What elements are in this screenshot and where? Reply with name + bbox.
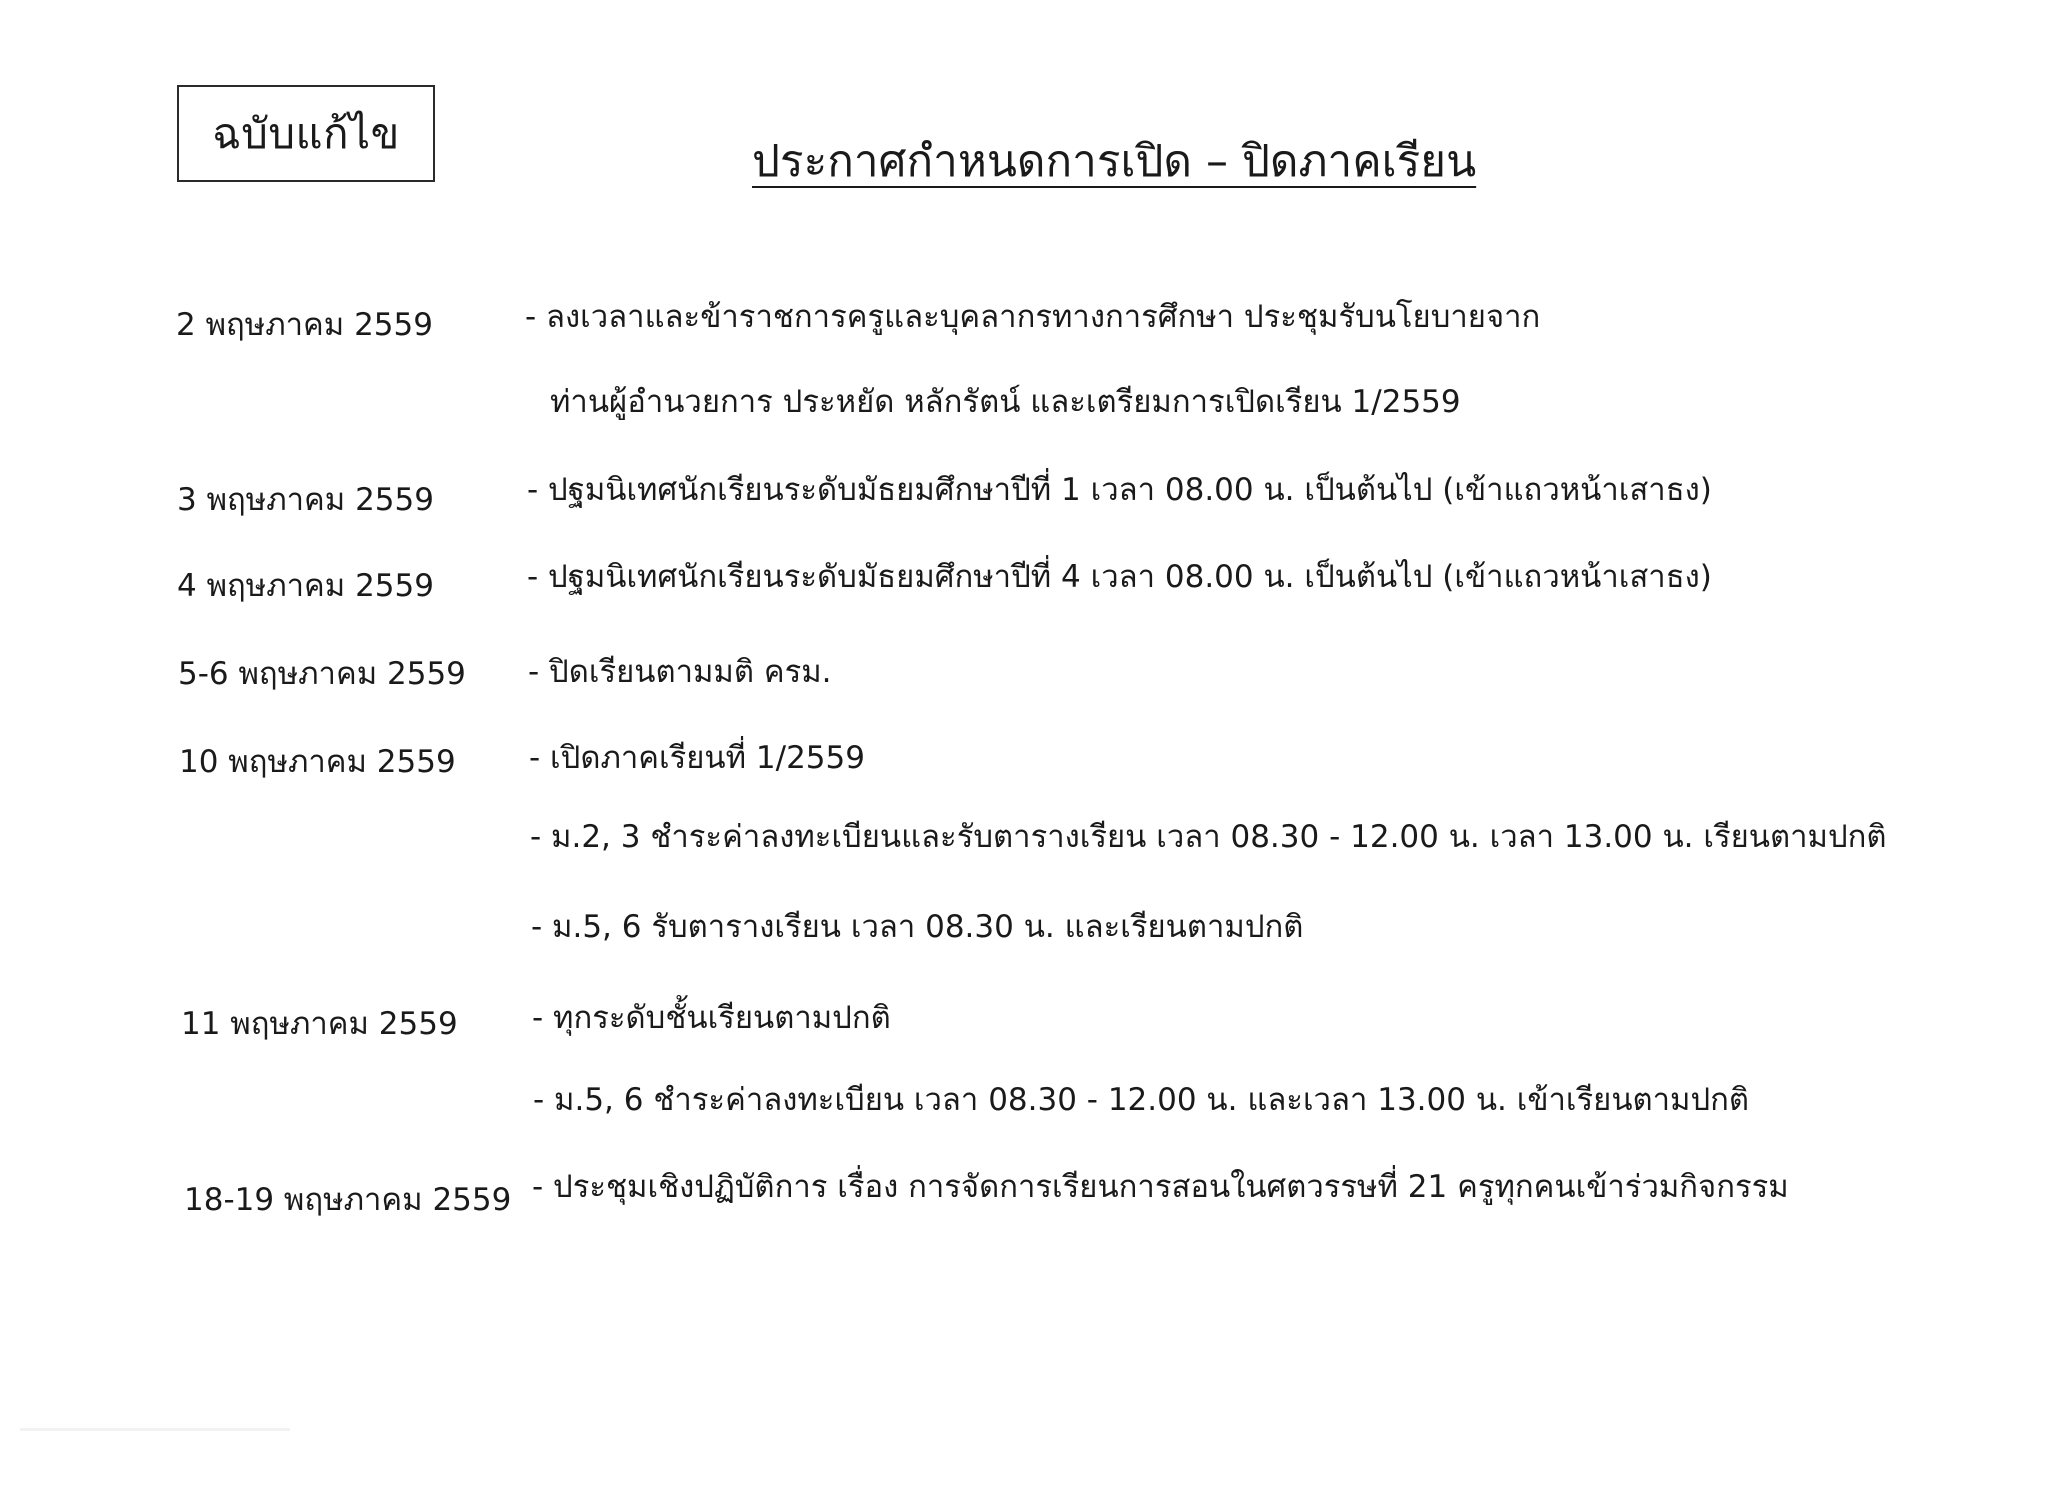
schedule-line: - ประชุมเชิงปฏิบัติการ เรื่อง การจัดการเรียนการสอนในศตวรรษที่ 21 ครูทุกคนเข้าร่วมกิจกรรม	[532, 1169, 1789, 1205]
schedule-line: - ม.5, 6 ชำระค่าลงทะเบียน เวลา 08.30 - 12.00 น. และเวลา 13.00 น. เข้าเรียนตามปกติ	[533, 1082, 1750, 1118]
schedule-line: - ปฐมนิเทศนักเรียนระดับมัธยมศึกษาปีที่ 1 เวลา 08.00 น. เป็นต้นไป (เข้าแถวหน้าเสาธง)	[527, 472, 1712, 508]
schedule-line: - ปิดเรียนตามมติ ครม.	[528, 654, 832, 690]
revised-edition-label: ฉบับแก้ไข	[212, 108, 400, 158]
schedule-date: 18-19 พฤษภาคม 2559	[184, 1182, 512, 1218]
schedule-date: 3 พฤษภาคม 2559	[177, 482, 434, 518]
schedule-line: - เปิดภาคเรียนที่ 1/2559	[529, 740, 865, 776]
schedule-line: - ปฐมนิเทศนักเรียนระดับมัธยมศึกษาปีที่ 4 เวลา 08.00 น. เป็นต้นไป (เข้าแถวหน้าเสาธง)	[527, 559, 1712, 595]
schedule-line: - ม.2, 3 ชำระค่าลงทะเบียนและรับตารางเรียน เวลา 08.30 - 12.00 น. เวลา 13.00 น. เรียนตามปกติ	[530, 819, 1887, 855]
schedule-date: 2 พฤษภาคม 2559	[176, 307, 433, 343]
schedule-line: - ทุกระดับชั้นเรียนตามปกติ	[532, 1000, 891, 1036]
schedule-date: 5-6 พฤษภาคม 2559	[178, 656, 466, 692]
schedule-line: - ม.5, 6 รับตารางเรียน เวลา 08.30 น. และเรียนตามปกติ	[531, 909, 1304, 945]
scan-edge-line	[20, 1428, 290, 1431]
schedule-date: 11 พฤษภาคม 2559	[181, 1006, 458, 1042]
schedule-line: ท่านผู้อำนวยการ ประหยัด หลักรัตน์ และเตรียมการเปิดเรียน 1/2559	[550, 384, 1461, 420]
revised-edition-box	[177, 85, 435, 182]
schedule-date: 4 พฤษภาคม 2559	[177, 568, 434, 604]
page-title: ประกาศกำหนดการเปิด – ปิดภาคเรียน	[752, 136, 1477, 187]
schedule-line: - ลงเวลาและข้าราชการครูและบุคลากรทางการศึกษา ประชุมรับนโยบายจาก	[525, 299, 1541, 335]
schedule-date: 10 พฤษภาคม 2559	[179, 744, 456, 780]
